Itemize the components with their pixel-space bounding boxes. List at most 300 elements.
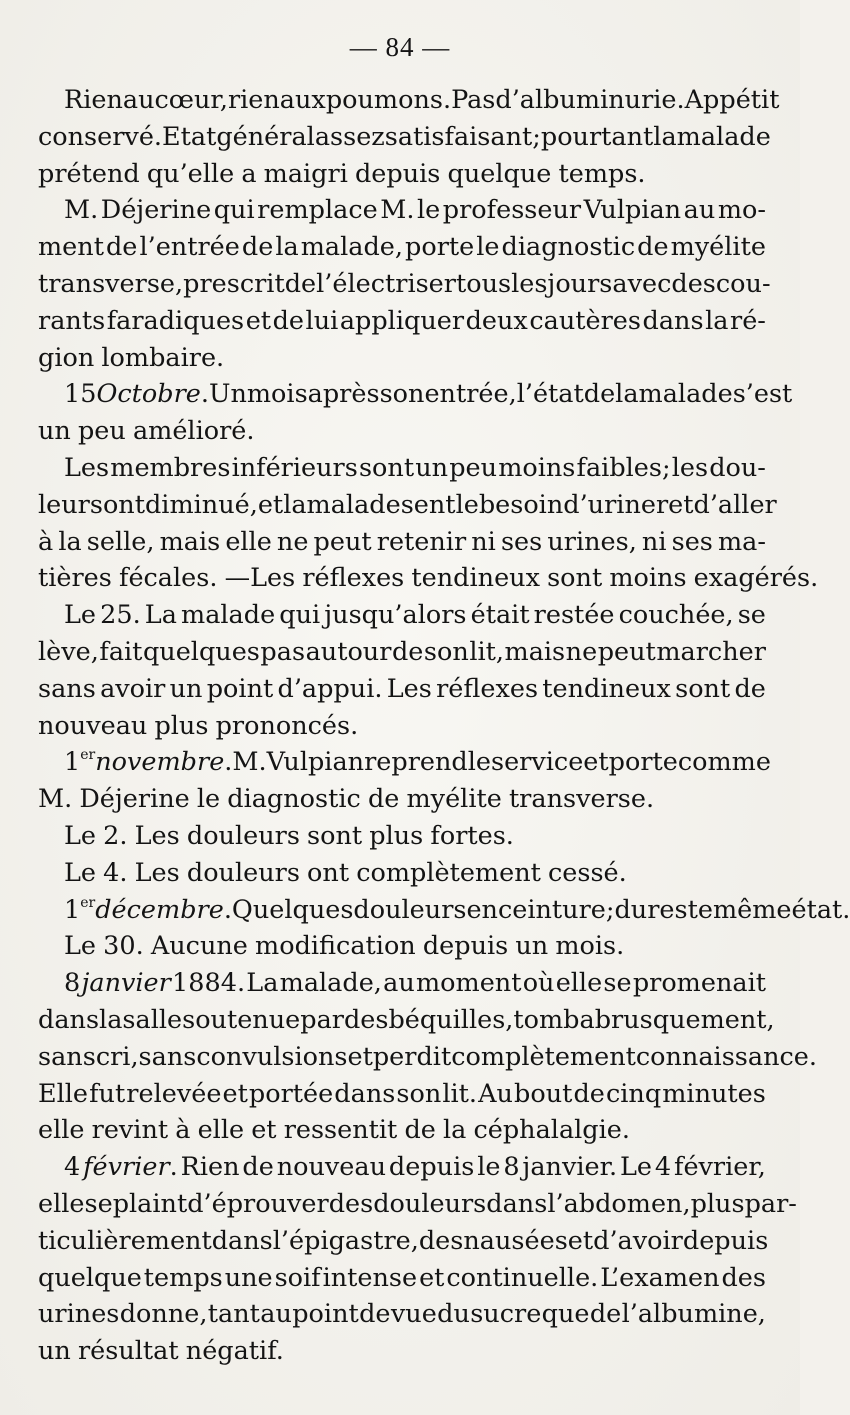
word: La [246,968,279,999]
word: perdit [372,1041,452,1072]
word: et [668,489,694,520]
word: lit, [469,636,504,667]
word: tant [207,1299,260,1330]
word: transverse. [508,784,655,815]
word: peu [449,452,498,483]
text-line [38,413,766,450]
text-line [38,1296,766,1333]
word: d’avoir [593,1225,683,1256]
word: dans [486,1188,548,1219]
word: rants [38,305,106,336]
word: se [737,600,766,631]
word: l’épigastre, [272,1225,419,1256]
word: l’état [516,379,584,410]
word: pas [260,636,306,667]
word: mo- [717,195,766,226]
word: la [58,526,82,557]
word: le [476,232,500,263]
word: depuis [388,1152,475,1183]
word: cautères [529,305,641,336]
word: 8 [503,1152,520,1183]
word: cœur, [154,85,228,115]
word: après [307,379,380,410]
word: depuis [354,158,441,189]
word: réflexes [436,673,539,704]
word: 1er [64,894,96,925]
word: malade [181,600,276,631]
word: d’albuminurie. [495,85,685,115]
word: des [328,1188,374,1219]
word: de [573,1078,605,1109]
word: et [245,305,272,336]
word: nausées [463,1225,568,1256]
word: tous [455,268,512,299]
word: M. [380,195,415,226]
word: fait [99,636,143,667]
word: jours [547,268,613,299]
word: du [614,894,648,925]
word: complètement [451,1041,636,1072]
text-line [38,303,766,340]
text-line [38,560,819,597]
word: résultat [77,1336,179,1367]
word: urines, [547,526,637,557]
word: faradiques [106,305,245,336]
word: nouveau [38,710,148,741]
text-line [38,892,850,929]
word: sucre [470,1299,542,1330]
word: autour [305,636,392,667]
text-line [38,487,777,524]
word: sans [38,1041,96,1072]
word: l’électriser [316,268,456,299]
word: du [437,1299,470,1330]
word: décembre. [95,894,232,925]
word: tières [38,563,112,594]
text-line [38,855,766,892]
text-line [38,1076,766,1113]
word: de [404,1115,436,1146]
word: relevée [126,1078,222,1109]
word: ma- [718,526,766,557]
text-line [38,1260,766,1297]
word: La [144,600,177,631]
word: poumons. [325,85,452,115]
word: dou- [709,452,766,483]
word: ment [38,232,104,263]
word: M. [232,747,267,778]
word: sont [358,452,415,483]
word: lombaire. [101,342,225,373]
word: quelques [142,636,260,667]
word: au [260,1299,292,1330]
word: le [417,195,441,226]
word: marcher [656,636,766,667]
word: gion [38,342,95,373]
text-line [38,965,766,1002]
word: et [251,1115,277,1146]
word: moins [498,452,576,483]
word: elle [225,526,272,557]
word: la [283,489,307,520]
word: sent [400,489,456,520]
word: de [359,1299,391,1330]
word: jusqu’alors [324,600,467,631]
word: que [541,1299,590,1330]
word: Quelques [231,894,354,925]
word: reste [647,894,713,925]
word: professeur [442,195,582,226]
word: pourtant [540,121,654,152]
word: 1884. [172,968,246,999]
word: malade, [279,968,382,999]
word: membres [110,452,231,483]
word: satisfaisant; [384,121,541,152]
word: au [383,968,415,999]
word: malade [638,379,733,410]
word: ont [102,489,145,520]
text-line [38,450,766,487]
text-line [38,1223,769,1260]
word: 4. [103,857,128,888]
word: quelque [38,1262,142,1293]
word: malade [676,121,771,152]
word: complètement [356,857,541,888]
word: soutenue [182,1004,301,1035]
word: conservé. [38,121,163,152]
word: ses [671,526,713,557]
word: état. [791,894,850,925]
word: ressentit [283,1115,398,1146]
word: convulsions [196,1041,348,1072]
word: sont [307,820,363,851]
text-line [38,524,766,561]
word: selle, [86,526,155,557]
word: s’est [732,379,793,410]
word: au [122,85,155,115]
word: elle [38,1188,85,1219]
word: ont [307,857,350,888]
word: tendineux [542,673,671,704]
word: Appétit [684,85,780,115]
word: de [242,1152,274,1183]
word: appliquer [339,305,465,336]
word: a [241,158,257,189]
text-line [38,1149,766,1186]
word: entrée, [424,379,517,410]
word: retenir [376,526,467,557]
word: la [615,379,639,410]
word: L’examen [600,1262,720,1293]
word: depuis [682,1225,769,1256]
word: des [343,1004,389,1035]
word: en [466,894,498,925]
word: transverse, [38,268,184,299]
word: malade, [300,232,403,263]
word: sont [547,563,603,594]
word: réflexes [302,563,405,594]
word: un [415,452,449,483]
word: Le [64,857,97,888]
word: le [467,747,491,778]
word: salle [122,1004,183,1035]
word: sans [138,1041,197,1072]
word: son [379,379,425,410]
word: des [721,1262,766,1293]
word: Octobre. [96,379,209,410]
word: des [671,268,716,299]
text-line [38,597,766,634]
word: tomba [513,1004,595,1035]
word: connaissance. [635,1041,817,1072]
word: Au [478,1078,513,1109]
text-line [38,229,766,266]
word: ni [641,526,667,557]
word: février. [83,1152,178,1183]
word: couchée, [618,600,734,631]
word: et [567,1225,594,1256]
word: janvier. [522,1152,618,1183]
word: fut [89,1078,126,1109]
word: remplace [257,195,378,226]
word: Aucune [150,931,248,962]
word: rien [227,85,280,115]
word: et [222,1078,248,1109]
text-line [38,1333,766,1370]
word: Un [208,379,247,410]
word: temps [143,1262,223,1293]
word: la [705,305,729,336]
word: intense [322,1262,418,1293]
word: de [105,232,138,263]
word: cinq [605,1078,662,1109]
word: la [99,1004,123,1035]
word: elle [555,968,603,999]
word: avec [612,268,672,299]
word: myélite [670,232,766,263]
word: d’aller [693,489,777,520]
word: douleurs [186,857,300,888]
page-number: — 84 — [349,32,451,62]
word: 15 [64,379,97,410]
word: point [206,673,274,704]
word: Rien [64,85,123,115]
word: urines [38,1299,120,1330]
word: M. [64,195,99,226]
word: vue [390,1299,437,1330]
text-line [38,1039,817,1076]
word: était [470,600,530,631]
word: qui [279,600,321,631]
word: service [490,747,584,778]
text-line [38,1112,766,1149]
word: l’albumine, [621,1299,766,1330]
word: minutes [662,1078,766,1109]
word: Le [64,820,97,851]
word: Vulpian [266,747,365,778]
word: M. [38,784,73,815]
word: 25. [100,600,141,631]
word: tendineux [411,563,540,594]
word: à [38,526,54,557]
word: d’appui. [277,673,383,704]
word: où [522,968,555,999]
text-line [38,634,766,671]
word: continuelle. [446,1262,599,1293]
word: portée [248,1078,334,1109]
word: maigri [263,158,348,189]
word: fortes. [430,820,514,851]
word: des [418,1225,464,1256]
word: ne [276,526,309,557]
word: mais [159,526,221,557]
word: sont [675,673,731,704]
word: prononcés. [215,710,359,741]
word: assez [314,121,385,152]
word: béquilles, [388,1004,514,1035]
word: diagnostic [227,784,361,815]
text-line [38,119,771,156]
word: dans [38,1004,100,1035]
word: dans [642,305,704,336]
word: mois. [555,931,625,962]
word: cri, [95,1041,139,1072]
word: myélite [406,784,502,815]
word: deux [465,305,528,336]
word: reprend [364,747,468,778]
word: par [300,1004,344,1035]
word: ticulièrement [38,1225,212,1256]
word: diagnostic [501,232,636,263]
word: comme [677,747,771,778]
word: un [515,931,549,962]
word: janvier [81,968,171,999]
word: et [257,489,284,520]
word: un [38,1336,71,1367]
word: 8 [64,968,81,999]
word: soif [274,1262,321,1293]
text-line [38,266,771,303]
word: ses [500,526,543,557]
word: un [169,673,203,704]
word: la [442,1115,467,1146]
word: plus [369,820,424,851]
word: aux [279,85,326,115]
word: les [671,452,709,483]
word: plus [154,710,209,741]
word: Etat [162,121,217,152]
word: malade [306,489,401,520]
word: moins [609,563,687,594]
text-line [38,781,766,818]
word: lui [305,305,339,336]
word: ceinture; [497,894,615,925]
word: le [477,1152,501,1183]
word: de [734,673,766,704]
word: 1er [64,747,96,778]
word: un [38,416,71,447]
word: se [84,1188,113,1219]
text-line [38,671,766,708]
word: prescrit [183,268,285,299]
word: ne [565,636,598,667]
word: douleurs [186,820,300,851]
word: 4 [654,1152,672,1183]
word: d’uriner [563,489,669,520]
word: prétend [38,158,140,189]
word: bout [514,1078,573,1109]
word: douleurs [373,1188,487,1219]
word: 2. [103,820,128,851]
word: exagérés. [693,563,819,594]
word: Déjerine [79,784,190,815]
word: Déjerine [100,195,212,226]
word: de [241,232,274,263]
word: de [637,232,669,263]
word: quelque [447,158,552,189]
text-line [38,744,771,781]
word: porte [405,232,475,263]
word: une [224,1262,273,1293]
word: promenait [632,968,766,999]
text-line [38,1002,775,1039]
word: inférieurs [231,452,358,483]
word: leurs [38,489,103,520]
text-line [38,376,793,413]
word: Vulpian [583,195,682,226]
word: elle [197,1115,245,1146]
word: point [292,1299,359,1330]
word: le [455,489,479,520]
word: brusquement, [594,1004,775,1035]
word: Le [619,1152,653,1183]
word: de [284,268,317,299]
word: février, [674,1152,766,1183]
word: porte [608,747,678,778]
word: Elle [38,1078,89,1109]
word: cessé. [548,857,627,888]
word: la [275,232,299,263]
text-line [38,818,766,855]
word: céphalalgie. [473,1115,630,1146]
word: peut [313,526,372,557]
word: diminué, [144,489,258,520]
word: qu’elle [146,158,235,189]
word: Les [64,452,110,483]
word: temps. [558,158,646,189]
word: depuis [422,931,509,962]
word: l’abdomen, [547,1188,691,1219]
word: moment [415,968,522,999]
word: et [583,747,609,778]
body-text [38,82,850,1370]
word: mois [246,379,308,410]
word: mais [504,636,566,667]
word: général [216,121,315,152]
word: de [583,379,616,410]
word: les [511,268,548,299]
word: son [396,1078,442,1109]
word: 30. [103,931,144,962]
text-line [38,340,766,377]
text-line [38,82,780,119]
word: nouveau [276,1152,387,1183]
word: peu [77,416,126,447]
word: douleurs [353,894,467,925]
text-line [38,192,766,229]
word: Les [134,857,180,888]
word: dans [334,1078,396,1109]
